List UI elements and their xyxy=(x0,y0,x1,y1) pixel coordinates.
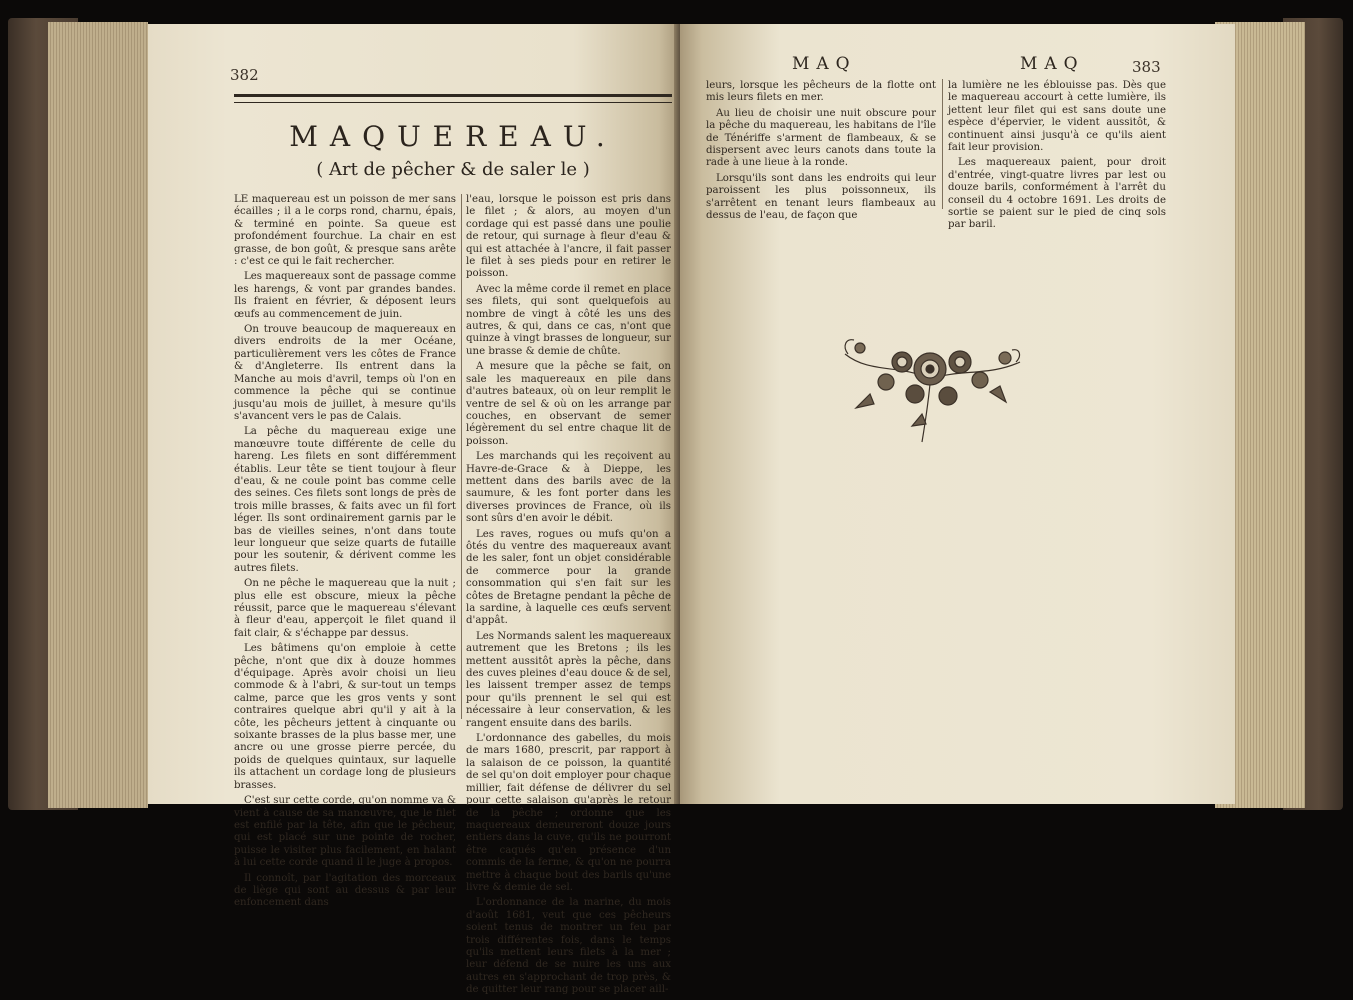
paragraph: Au lieu de choisir une nuit obscure pour la pêche du maquereau, les habitans de l'île de Ténériffe s'arment de flambeaux, & se dispersent avec leurs canots dans toute la rade à une lieue à la ronde. xyxy=(706,107,936,169)
paragraph: leurs, lorsque les pêcheurs de la flotte ont mis leurs filets en mer. xyxy=(706,80,936,104)
right-page xyxy=(680,24,1235,804)
paragraph: Avec la même corde il remet en place ses filets, qui sont quelquefois au nombre de vingt à côté les uns des autres, & qui, dans ce cas, n'ont que quinze à vingt brasses de longueur, sur une brasse & demie de chûte. xyxy=(466,283,671,357)
header-rule xyxy=(234,94,672,103)
paragraph: L'ordonnance des gabelles, du mois de mars 1680, prescrit, par rapport à la salaison de ce poisson, la quantité de sel qu'on doit employer pour chaque millier, fait défense de délivrer du sel pour cette salaison qu'après le retour de la pêche ; ordonne que les maquereaux demeureront douze jours entiers dans la cuve, qu'ils ne pourront être caqués qu'en présence d'un commis de la ferme, & qu'on ne pourra mettre à chaque bout des barils qu'une livre & demie de sel. xyxy=(466,733,671,893)
paragraph: l'eau, lorsque le poisson est pris dans le filet ; & alors, au moyen d'un cordage qui est passé dans une poulie de retour, qui surnage à fleur d'eau & qui est attachée à l'ancre, il fait passer le filet à ses pieds pour en retirer le poisson. xyxy=(466,194,671,280)
paragraph: Les bâtimens qu'on emploie à cette pêche, n'ont que dix à douze hommes d'équipage. Après avoir choisi un lieu commode & à l'abri, & sur-tout un temps calme, parce que les gros vents y sont contraires quelque abri qu'il y ait à la côte, les pêcheurs jettent à cinquante ou soixante brasses de la plus basse mer, une ancre ou une grosse pierre percée, du poids de quelques quintaux, sur laquelle ils attachent un cordage long de plusieurs brasses. xyxy=(234,643,456,791)
paragraph: On trouve beaucoup de maquereaux en divers endroits de la mer Océane, particulièrement vers les côtes de France & d'Angleterre. Ils entrent dans la Manche au mois d'avril, temps où l'on en commence la pêche qui se continue jusqu'au mois de juillet, à mesure qu'ils s'avancent vers le pas de Calais. xyxy=(234,324,456,422)
book xyxy=(8,18,1343,996)
paragraph: Les maquereaux paient, pour droit d'entrée, vingt-quatre livres par lest ou douze barils, conformément à l'arrêt du conseil du 4 octobre 1691. Les droits de sortie se paient sur le pied de cinq sols par baril. xyxy=(948,157,1166,231)
running-head-right: MAQ xyxy=(1020,54,1085,74)
left-page-column-1 xyxy=(234,194,456,913)
paragraph: On ne pêche le maquereau que la nuit ; plus elle est obscure, mieux la pêche réussit, parce que le maquereau s'élevant à fleur d'eau, apperçoit le filet quand il fait clair, & s'échappe par dessus. xyxy=(234,578,456,639)
paragraph: C'est sur cette corde, qu'on nomme va & vient à cause de sa manœuvre, que le filet est enfilé par la tête, afin que le pêcheur, qui est placé sur une pointe de rocher, puisse le visiter plus facilement, en halant à lui cette corde quand il le juge à propos. xyxy=(234,795,456,869)
paragraph: Les raves, rogues ou mufs qu'on a ôtés du ventre des maquereaux avant de les saler, font un objet considérable de commerce pour la grande consommation qui s'en fait sur les côtes de Bretagne pendant la pêche de la sardine, à laquelle ces œufs servent d'appât. xyxy=(466,528,671,627)
column-divider xyxy=(942,79,943,209)
page-number-left: 382 xyxy=(230,66,259,84)
paragraph: Les marchands qui les reçoivent au Havre-de-Grace & à Dieppe, les mettent dans des barils avec de la saumure, & les font porter dans les diverses provinces de France, où ils sont sûrs d'en avoir le débit. xyxy=(466,451,671,525)
column-divider xyxy=(461,194,462,719)
right-page-column-2 xyxy=(948,80,1166,235)
running-head-left: MAQ xyxy=(792,54,857,74)
paragraph: A mesure que la pêche se fait, on sale les maquereaux en pile dans d'autres bateaux, où on leur remplit le ventre de sel & où on les arrange par couches, en observant de semer légèrement du sel entre chaque lit de poisson. xyxy=(466,361,671,447)
paragraph: la lumière ne les éblouisse pas. Dès que le maquereau accourt à cette lumière, ils jettent leur filet qui est sans doute une espèce d'épervier, le vident aussitôt, & continuent ainsi jusqu'à ce qu'ils aient fait leur provision. xyxy=(948,80,1166,154)
paragraph: Les Normands salent les maquereaux autrement que les Bretons ; ils les mettent aussitôt après la pêche, dans des cuves pleines d'eau douce & de sel, les laissent tremper assez de temps pour qu'ils prennent le sel qui est nécessaire à leur conservation, & les rangent ensuite dans des barils. xyxy=(466,630,671,729)
paragraph: Lorsqu'ils sont dans les endroits qui leur paroissent les plus poissonneux, ils s'arrêtent en tenant leurs flambeaux au dessus de l'eau, de façon que xyxy=(706,172,936,222)
page-number-right: 383 xyxy=(1132,58,1161,76)
left-page xyxy=(148,24,680,996)
page-edges-left xyxy=(48,22,148,808)
paragraph: Les maquereaux sont de passage comme les harengs, & vont par grandes bandes. Ils fraient en février, & déposent leurs œufs au commencement de juin. xyxy=(234,271,456,320)
article-subtitle: ( Art de pêcher & de saler le ) xyxy=(316,159,590,180)
floral-ornament xyxy=(830,314,1030,444)
paragraph: La pêche du maquereau exige une manœuvre toute différente de celle du hareng. Les filets en sont différemment établis. Leur tête se tient toujour à fleur d'eau, & ne coule point bas comme celle des seines. Ces filets sont longs de près de trois mille brasses, & faits avec un fil fort léger. Ils sont ordinairement garnis par le bas de vieilles seines, n'ont dans toute leur longueur que seize quarts de futaille pour les soutenir, & dérivent comme les autres filets. xyxy=(234,426,456,574)
right-page-column-1 xyxy=(706,80,936,225)
left-page-column-2 xyxy=(466,194,671,1000)
paragraph: L'ordonnance de la marine, du mois d'août 1681, veut que ces pêcheurs soient tenus de montrer un feu par trois différentes fois, dans le temps qu'ils mettent leurs filets à la mer ; leur défend de se nuire les uns aux autres en s'approchant de trop près, & de quitter leur rang pour se placer aill- xyxy=(466,897,671,996)
article-title: MAQUEREAU. xyxy=(289,120,617,153)
paragraph: LE maquereau est un poisson de mer sans écailles ; il a le corps rond, charnu, épais, & terminé en pointe. Sa queue est profondément fourchue. La chair en est grasse, de bon goût, & presque sans arête : c'est ce qui le fait rechercher. xyxy=(234,194,456,268)
paragraph: Il connoît, par l'agitation des morceaux de liège qui sont au dessus & par leur enfoncement dans xyxy=(234,872,456,909)
